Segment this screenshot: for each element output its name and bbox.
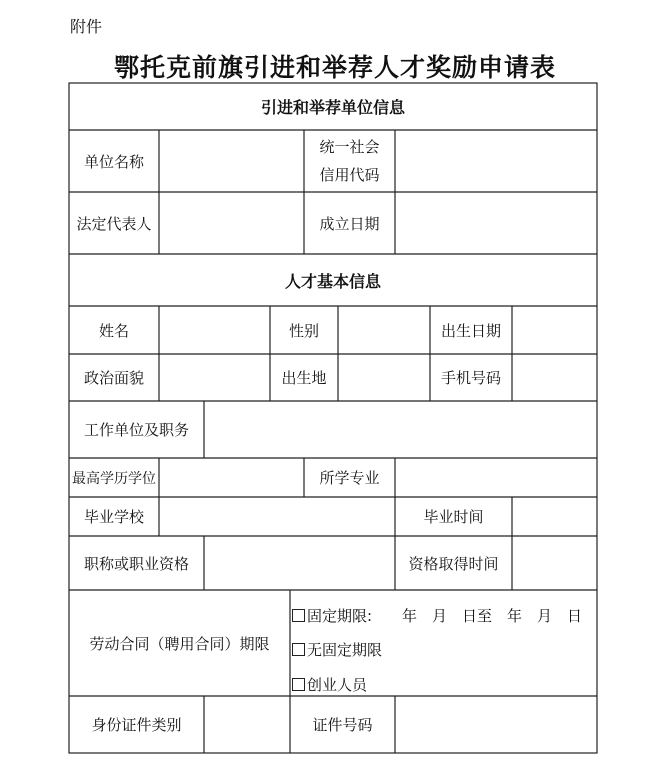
contract-option-entrepreneur[interactable]: [292, 674, 367, 695]
checkbox-icon[interactable]: [292, 678, 305, 691]
graduated-school-label: 毕业学校: [83, 508, 144, 526]
contract-option-open[interactable]: [292, 639, 382, 660]
form-title: 鄂托克前旗引进和举荐人才奖励申请表: [113, 53, 556, 82]
credit-code-label-line1: 统一社会: [319, 138, 380, 156]
id-type-label: 身份证件类别: [91, 716, 182, 734]
birth-date-label: 出生日期: [440, 321, 501, 340]
contract-term-label: 劳动合同（聘用合同）期限: [89, 634, 270, 653]
talent-info-heading: 人才基本信息: [284, 271, 381, 291]
contract-option-fixed[interactable]: [292, 605, 582, 626]
contract-option-entrepreneur-text: 创业人员: [307, 676, 368, 694]
qualification-time-label: 资格取得时间: [408, 554, 499, 573]
legal-rep-label: 法定代表人: [76, 214, 152, 233]
name-label: 姓名: [98, 321, 129, 340]
gender-label: 性别: [288, 321, 319, 340]
graduation-time-label: 毕业时间: [423, 508, 484, 526]
id-number-label: 证件号码: [312, 716, 373, 734]
major-label: 所学专业: [319, 469, 380, 487]
credit-code-label: [304, 130, 395, 192]
political-status-label: 政治面貌: [83, 369, 144, 387]
unit-info-heading: 引进和举荐单位信息: [260, 98, 405, 117]
title-qualification-label: 职称或职业资格: [83, 554, 189, 573]
phone-label: 手机号码: [440, 369, 501, 387]
highest-degree-label: 最高学历学位: [72, 470, 156, 487]
credit-code-label-line2: 信用代码: [319, 166, 380, 184]
unit-name-label: 单位名称: [83, 152, 144, 171]
checkbox-icon[interactable]: [292, 643, 305, 656]
checkbox-icon[interactable]: [292, 609, 305, 622]
employer-position-label: 工作单位及职务: [83, 421, 189, 439]
contract-option-open-text: 无固定期限: [307, 641, 383, 659]
attachment-label: 附件: [70, 17, 103, 36]
established-date-label: 成立日期: [319, 214, 380, 233]
contract-option-fixed-text: 固定期限: 年 月 日至 年 月 日: [307, 607, 583, 625]
birthplace-label: 出生地: [281, 369, 327, 387]
